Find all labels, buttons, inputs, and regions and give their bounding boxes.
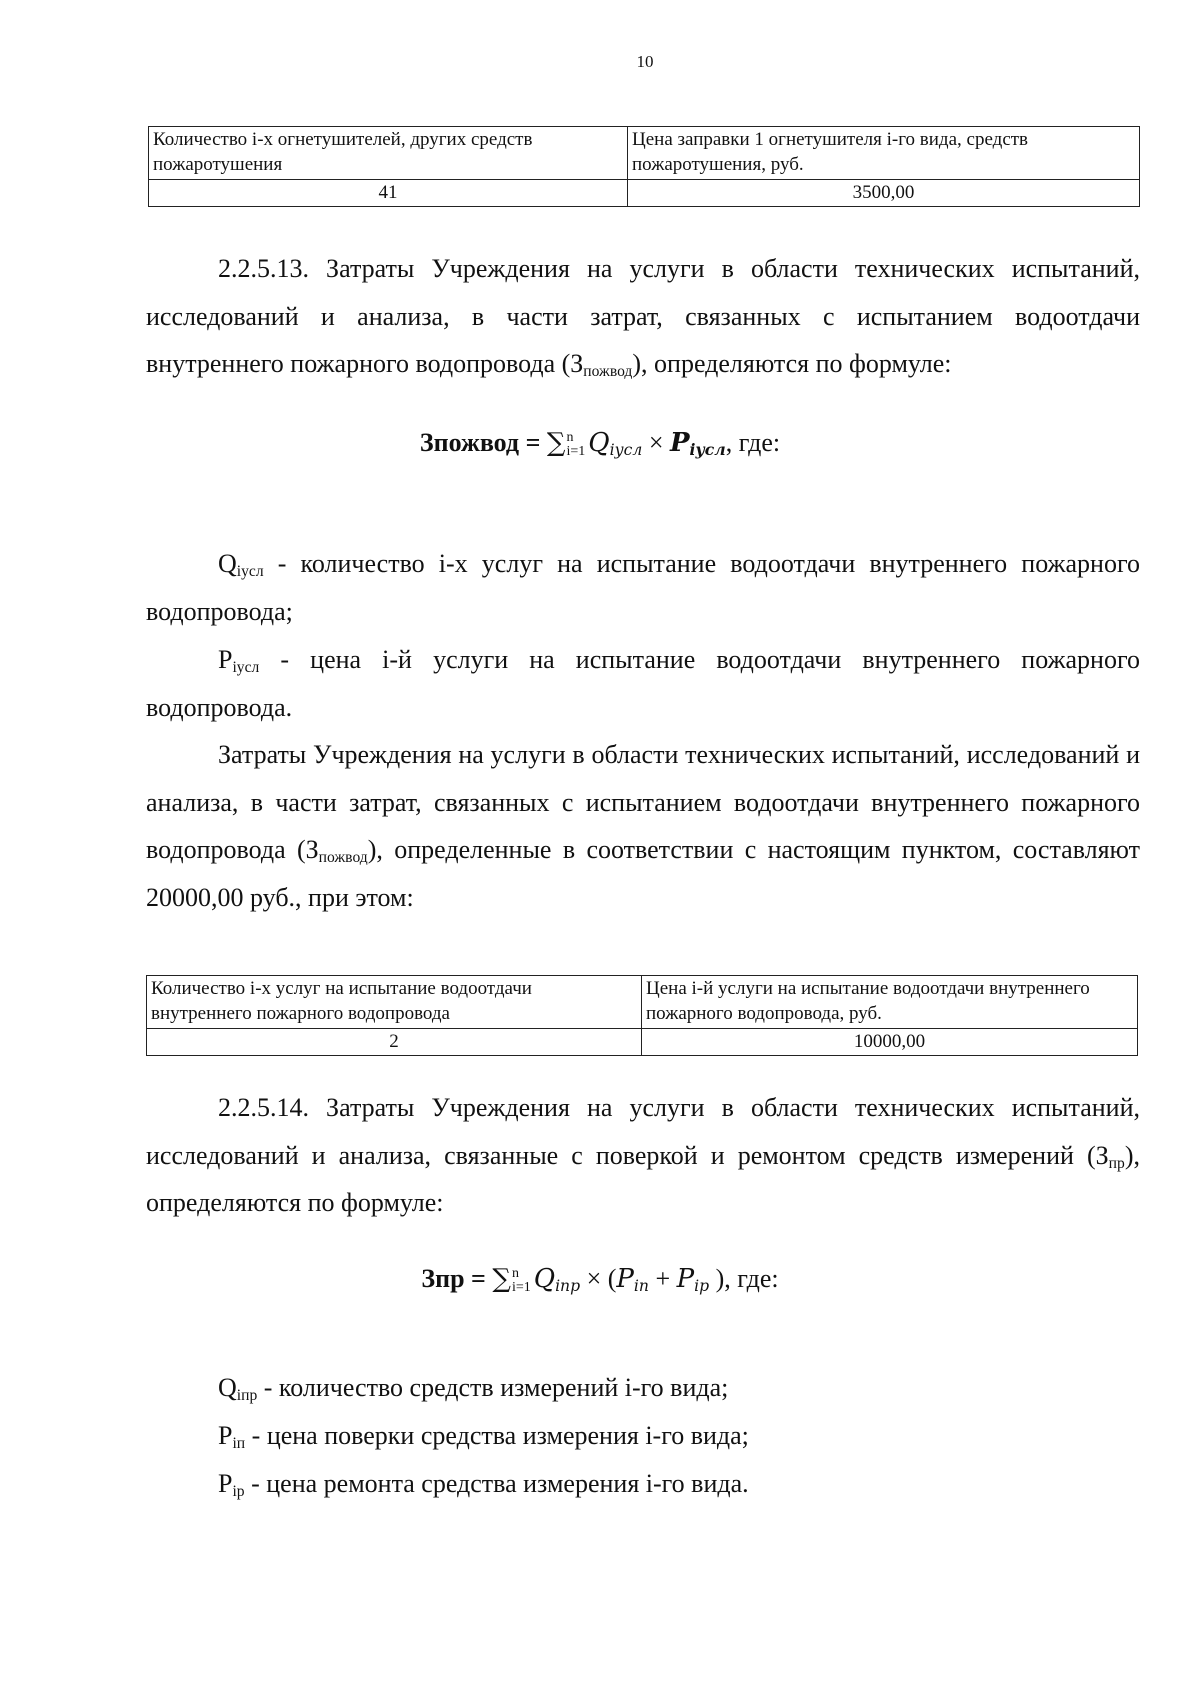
page-number: 10 (636, 52, 654, 71)
table1-header-price: Цена заправки 1 огнетушителя i-го вида, средств пожаротушения, руб. (628, 127, 1140, 180)
section-2-2-5-13-intro: 2.2.5.13. Затраты Учреждения на услуги в области технических испытаний, исследований и анализа, в части затрат, связанных с испытанием водоотдачи внутреннего пожарного водопровода $(З_{пожвод})$, определяются по формуле: (146, 254, 1140, 380)
definition-p-ip: $P_{iп}$ - цена поверки средства измерения i-го вида; (218, 1421, 749, 1452)
section-2-2-5-14-intro: 2.2.5.14. Затраты Учреждения на услуги в области технических испытаний, исследований и анализа, связанные с поверкой и ремонтом средств измерений $(З_{пр})$, определяются по формуле: (146, 1093, 1140, 1217)
table1-header-quantity: Количество i-х огнетушителей, других средств пожаротушения (149, 127, 628, 180)
table1-value-price: 3500,00 (628, 180, 1140, 207)
definition-p-iusl: $P_{iусл}$ - цена i-й услуги на испытание водоотдачи внутреннего пожарного водопровода. (146, 645, 1140, 722)
definition-p-ir: $P_{iр}$ - цена ремонта средства измерения i-го вида. (218, 1469, 749, 1500)
extinguisher-refill-table (148, 126, 1140, 207)
table2-value-quantity: 2 (147, 1029, 642, 1056)
definition-q-iusl: $Q_{iусл}$ - количество i-х услуг на испытание водоотдачи внутреннего пожарного водопровода; (146, 549, 1140, 626)
definition-q-ipr: $Q_{iпр}$ - количество средств измерений i-го вида; (218, 1373, 729, 1404)
table2-header-price: Цена i-й услуги на испытание водоотдачи внутреннего пожарного водопровода, руб. (642, 976, 1138, 1029)
table2-value-price: 10000,00 (642, 1029, 1138, 1056)
formula-zpozhvod: Зпожвод = ∑ n i=1 $Q_{iусл} \times P_{iусл}$, где: (419, 428, 781, 460)
section-2-2-5-13-summary: Затраты Учреждения на услуги в области технических испытаний, исследований и анализа, в части затрат, связанных с испытанием водоотдачи внутреннего пожарного водопровода $(З_{пожвод})$, определенные в соответствии с настоящим пунктом, составляют 20000,00 руб., при этом: (146, 740, 1141, 912)
hydrant-test-table (146, 975, 1138, 1056)
table2-header-quantity: Количество i-х услуг на испытание водоотдачи внутреннего пожарного водопровода (147, 976, 642, 1029)
table1-value-quantity: 41 (149, 180, 628, 207)
formula-zpr: Зпр = ∑ n i=1 $Q_{iпр} \times (P_{iп} + P_{iр}$ ), где: (421, 1264, 779, 1296)
